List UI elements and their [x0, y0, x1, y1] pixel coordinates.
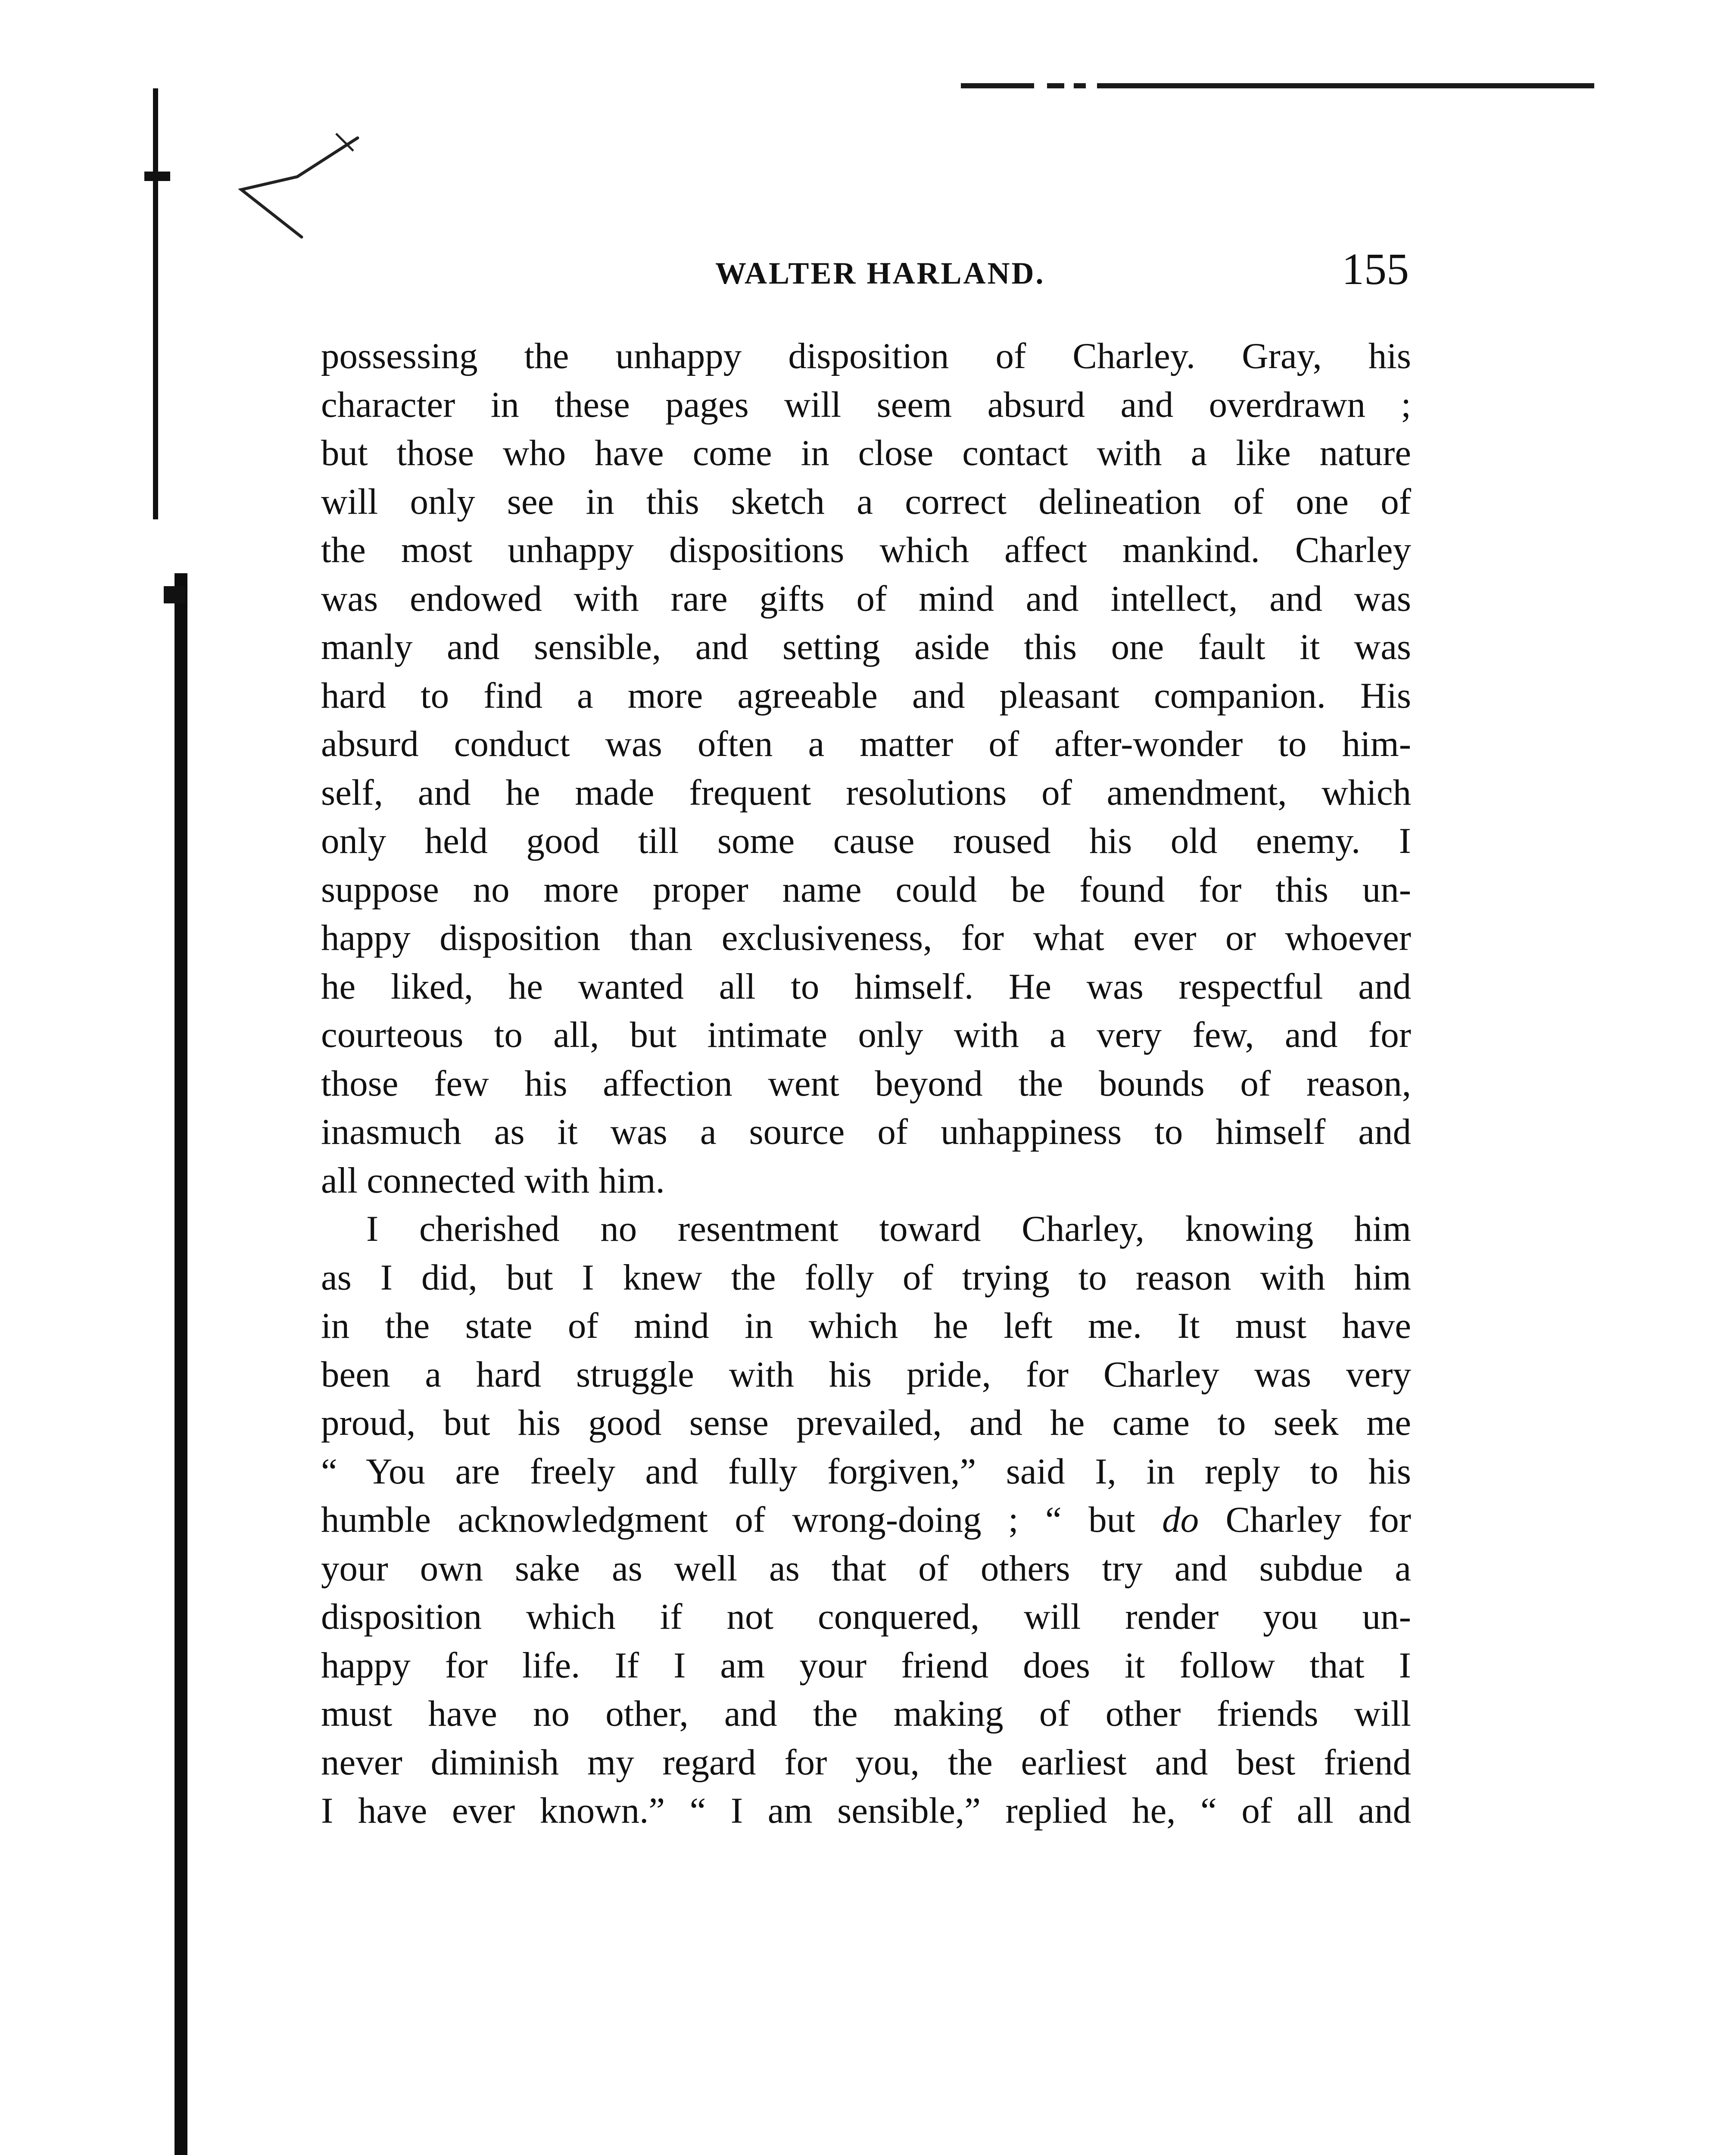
text-line: all connected with him. — [321, 1160, 665, 1201]
text-line: suppose no more proper name could be found for this un- — [321, 869, 1411, 910]
text-line: self, and he made frequent resolutions of amendment, which — [321, 772, 1411, 813]
text-line: was endowed with rare gifts of mind and intellect, and was — [321, 578, 1411, 619]
body-text — [321, 332, 1411, 1835]
text-line-mixed — [321, 1496, 1411, 1544]
text-line: happy for life. If I am your friend does it follow that I — [321, 1645, 1411, 1686]
text-line: disposition which if not conquered, will render you un- — [321, 1596, 1411, 1637]
rule-gap — [1034, 82, 1047, 90]
binding-mark — [164, 586, 185, 603]
page-header — [715, 244, 1409, 295]
text-line: but those who have come in close contact with a like nature — [321, 433, 1411, 473]
binding-edge-line — [153, 88, 158, 519]
text-line: hard to find a more agreeable and pleasant companion. His — [321, 675, 1411, 716]
text-line: courteous to all, but intimate only with a very few, and for — [321, 1015, 1411, 1055]
text-line: as I did, but I knew the folly of trying to reason with him — [321, 1257, 1411, 1298]
text-line: in the state of mind in which he left me. It must have — [321, 1305, 1411, 1346]
rule-gap — [1086, 82, 1097, 90]
page-number: 155 — [1342, 244, 1409, 294]
text-line: your own sake as well as that of others try and subdue a — [321, 1548, 1411, 1589]
italic-word: do — [1162, 1499, 1199, 1540]
text-line: been a hard struggle with his pride, for Charley was very — [321, 1354, 1411, 1395]
text-line: must have no other, and the making of other friends will — [321, 1693, 1411, 1734]
text-line: “ You are freely and fully forgiven,” said I, in reply to his — [321, 1451, 1411, 1492]
text-line: I cherished no resentment toward Charley, knowing him — [366, 1209, 1411, 1249]
text-line: absurd conduct was often a matter of after-wonder to him- — [321, 724, 1411, 764]
text-line: only held good till some cause roused his old enemy. I — [321, 821, 1411, 861]
text-line: proud, but his good sense prevailed, and he came to seek me — [321, 1402, 1411, 1443]
pencil-mark — [233, 125, 371, 250]
text-line: he liked, he wanted all to himself. He was respectful and — [321, 966, 1411, 1007]
binding-edge-bar — [175, 573, 187, 2155]
text-segment: humble acknowledgment of wrong-doing ; “ but — [321, 1499, 1135, 1540]
binding-mark — [144, 172, 170, 181]
running-head: WALTER HARLAND. — [715, 256, 1045, 290]
text-line: happy disposition than exclusiveness, for what ever or whoever — [321, 918, 1411, 958]
text-line: I have ever known.” “ I am sensible,” replied he, “ of all and — [321, 1790, 1411, 1831]
text-line: character in these pages will seem absurd and overdrawn ; — [321, 384, 1411, 425]
top-rule — [961, 83, 1594, 88]
text-line: the most unhappy dispositions which affect mankind. Charley — [321, 530, 1411, 570]
text-line: will only see in this sketch a correct delineation of one of — [321, 481, 1411, 522]
text-line: those few his affection went beyond the bounds of reason, — [321, 1063, 1411, 1104]
text-line: never diminish my regard for you, the earliest and best friend — [321, 1742, 1411, 1783]
text-line: inasmuch as it was a source of unhappiness to himself and — [321, 1112, 1411, 1152]
text-segment: Charley for — [1199, 1499, 1411, 1540]
text-line: possessing the unhappy disposition of Charley. Gray, his — [321, 336, 1411, 376]
rule-gap — [1064, 82, 1074, 90]
text-line: manly and sensible, and setting aside this one fault it was — [321, 627, 1411, 667]
